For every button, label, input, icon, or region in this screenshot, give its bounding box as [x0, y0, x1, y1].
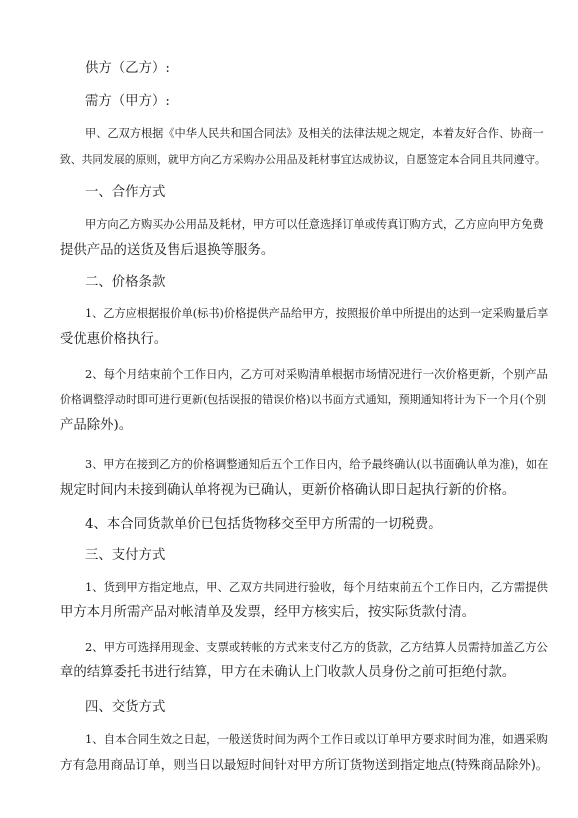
payment-clause-1: 1、货到甲方指定地点，甲、乙双方共同进行验收，每个月结束前五个工作日内，乙方需提供 甲方本月所需产品对帐清单及发票，经甲方核实后，按实际货款付清。	[60, 580, 548, 620]
price-clause-1: 1、乙方应根据报价单(标书)价格提供产品给甲方，按照报价单中所提出的达到一定采购量后享 受优惠价格执行。	[60, 307, 549, 347]
supplier-label: 供方（乙方）:	[85, 61, 170, 76]
intro-paragraph: 甲、乙双方根据《中华人民共和国合同法》及相关的法律法规之规定，本着友好合作、协商一 致、共同发展的原则，就甲方向乙方采购办公用品及耗材事宜达成协议，自愿签定本合同且共同遵守。	[60, 127, 546, 166]
section-heading-payment: 三、支付方式	[85, 548, 166, 563]
price-clause-2: 2、每个月结束前个工作日内，乙方可对采购清单根据市场情况进行一次价格更新，个别产品 价格调整浮动时即可进行更新(包括误报的错误价格)以书面方式通知，预期通知将计为下一个月(个别 产品除外)。	[60, 367, 548, 433]
cooperation-paragraph: 甲方向乙方购买办公用品及耗材，甲方可以任意选择订单或传真订购方式，乙方应向甲方免费 提供产品的送货及售后退换等服务。	[60, 218, 544, 258]
payment-clause-2: 2、甲方可选择用现金、支票或转帐的方式来支付乙方的货款，乙方结算人员需持加盖乙方公 章的结算委托书进行结算，甲方在未确认上门收款人员身份之前可拒绝付款。	[60, 640, 548, 680]
section-heading-price: 二、价格条款	[85, 275, 166, 290]
price-clause-3: 3、甲方在接到乙方的价格调整通知后五个工作日内，给予最终确认(以书面确认单为准)，如在 规定时间内未接到确认单将视为已确认，更新价格确认即日起执行新的价格。	[60, 458, 549, 498]
section-heading-delivery: 四、交货方式	[85, 700, 166, 715]
buyer-label: 需方（甲方）:	[85, 94, 170, 109]
delivery-clause-1: 1、自本合同生效之日起，一般送货时间为两个工作日或以订单甲方要求时间为准，如遇采购 方有急用商品订单，则当日以最短时间针对甲方所订货物送到指定地点(特殊商品除外)。	[60, 732, 549, 772]
price-clause-4: 4、本合同货款单价已包括货物移交至甲方所需的一切税费。	[85, 517, 442, 532]
section-heading-cooperation: 一、合作方式	[85, 185, 166, 200]
